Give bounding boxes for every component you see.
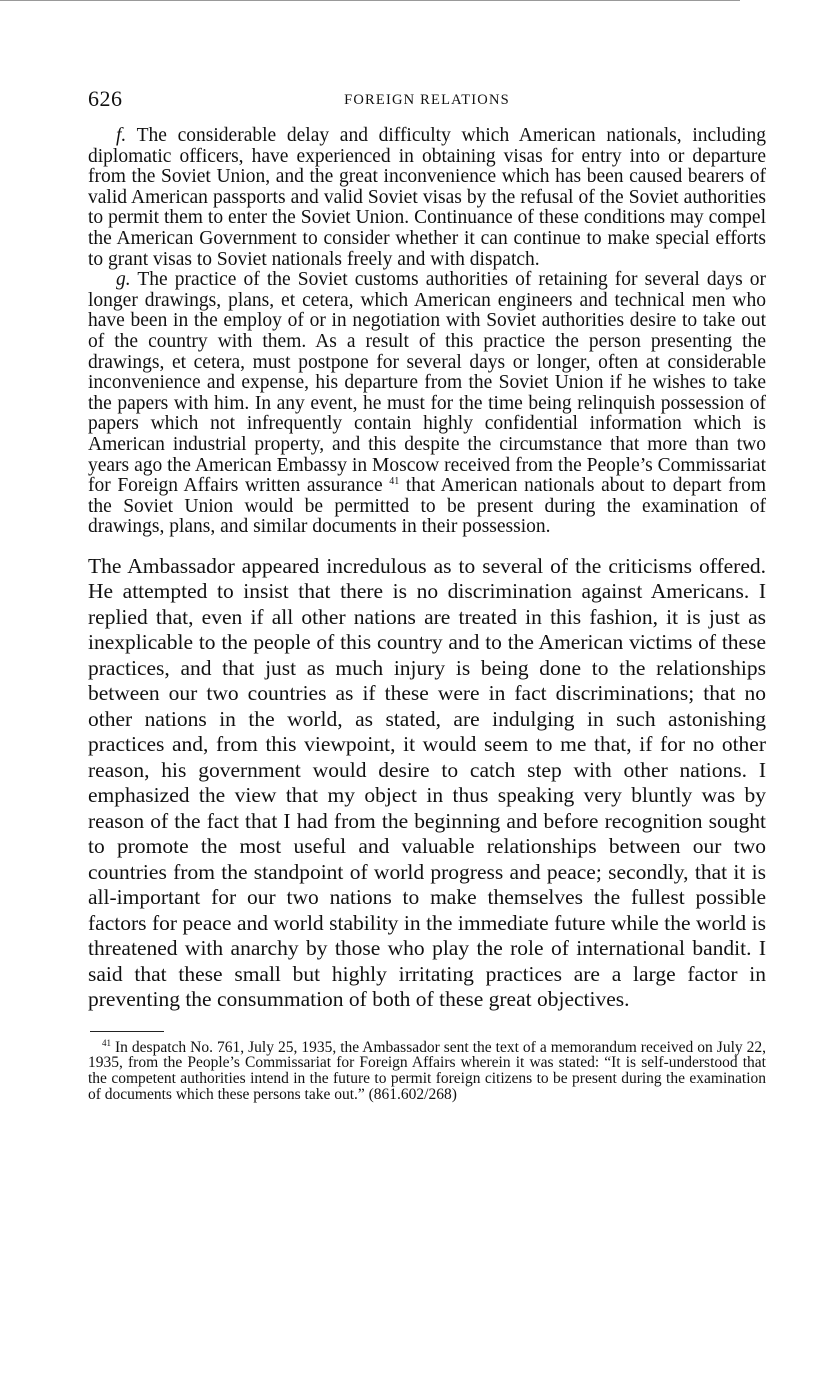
item-g-text-part2: that American nationals about to depart from the Soviet Union would be permitted to be present during the examination of drawings, plans, and similar documents in their possession. [88,475,767,538]
footnote-mark: 41 [102,1037,111,1048]
running-head-title: FOREIGN RELATIONS [344,92,510,108]
footnote-reference[interactable]: 41 [389,476,400,488]
body-text [88,554,766,1013]
footnote-divider [90,1031,164,1032]
quoted-memorandum [88,126,766,538]
page-number: 626 [88,86,123,111]
footnote-text: In despatch No. 761, July 25, 1935, the Ambassador sent the text of a memorandum received on July 22, 1935, from the People’s Commissariat for Foreign Affairs wherein it was stated: “It is self-understood that the competent authorities intend in the future to permit foreign citizens to be present during the examination of documents which these persons take out.” (861.602/268) [88,1038,767,1103]
item-f-text: The considerable delay and difficulty which American nationals, including diplomatic officers, have experienced in obtaining visas for entry into or departure from the Soviet Union, and the great inconvenience which has been caused bearers of valid American passports and valid Soviet visas by the refusal of the Soviet authorities to permit them to enter the Soviet Union. Continuance of these conditions may compel the American Government to consider whether it can continue to make special efforts to grant visas to Soviet nationals freely and with dispatch. [88,125,766,270]
item-f-letter: f. [116,125,127,146]
item-g-paragraph [88,270,766,538]
running-head [88,86,766,116]
footnote [88,1037,767,1103]
footnote-paragraph [88,1037,767,1103]
item-f-paragraph [88,126,766,270]
document-page [88,86,766,1102]
body-paragraph: The Ambassador appeared incredulous as to several of the criticisms offered. He attempted to insist that there is no discrimination against Americans. I replied that, even if all other nations are treated in this fashion, it is just as inexplicable to the people of this country and to the American victims of these practices, and that just as much injury is being done to the relationships between our two countries as if these were in fact discriminations; that no other nations in the world, as stated, are indulging in such astonishing practices and, from this viewpoint, it would seem to me that, if for no other reason, his government would desire to catch step with other nations. I emphasized the view that my object in thus speaking very bluntly was by reason of the fact that I had from the beginning and before recognition sought to promote the most useful and valuable relationships between our two countries from the standpoint of world progress and peace; secondly, that it is all-important for our two nations to make themselves the fullest possible factors for peace and world stability in the immediate future while the world is threatened with anarchy by those who play the role of international bandit. I said that these small but highly irritating practices are a large factor in preventing the consummation of both of these great objectives. [88,553,766,1012]
item-g-text-part1: The practice of the Soviet customs authorities of retaining for several days or longer drawings, plans, et cetera, which American engineers and technical men who have been in the employ of or in negotiation with Soviet authorities desire to take out of the country with them. As a result of this practice the person presenting the drawings, et cetera, must postpone for several days or longer, often at considerable inconvenience and expense, his departure from the Soviet Union if he wishes to take the papers with him. In any event, he must for the time being relinquish possession of papers which not infrequently contain highly confidential information which is American industrial property, and this despite the circumstance that more than two years ago the American Embassy in Moscow received from the People’s Commissariat for Foreign Affairs written assurance [88,269,766,497]
item-g-letter: g. [116,269,131,291]
top-edge-rule [0,0,740,1]
